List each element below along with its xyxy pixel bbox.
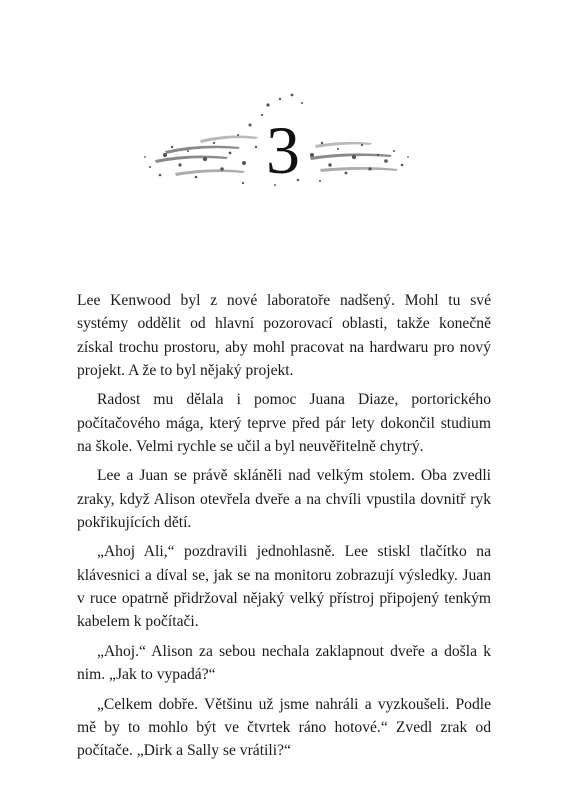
chapter-body <box>77 289 491 763</box>
paragraph: Lee a Juan se právě skláněli nad velkým stolem. Oba zvedli zraky, když Alison otevřela dveře a na chvíli vpustila dovnitř ryk pokřikujících dětí. <box>77 467 491 532</box>
chapter-heading <box>0 85 566 215</box>
paragraph: Lee Kenwood byl z nové laboratoře nadšený. Mohl tu své systémy oddělit od hlavní pozorovací oblasti, takže konečně získal trochu prostoru, aby mohl pracovat na hardwaru pro nový projekt. A že to byl nějaký projekt. <box>77 292 491 380</box>
paragraph: „Ahoj.“ Alison za sebou nechala zaklapnout dveře a došla k nim. „Jak to vypadá?“ <box>77 642 491 684</box>
chapter-number: 3 <box>266 112 300 188</box>
paragraph: Radost mu dělala i pomoc Juana Diaze, portorického počítačového mága, který teprve před pár lety dokončil studium na škole. Velmi rychle se učil a byl neuvěřitelně chytrý. <box>77 391 491 456</box>
paragraph: „Celkem dobře. Většinu už jsme nahráli a vyzkoušeli. Podle mě by to mohlo být ve čtvrtek ráno hotové.“ Zvedl zrak od počítače. „Dirk a Sally se vrátili?“ <box>77 695 491 760</box>
paragraph: „Ahoj Ali,“ pozdravili jednohlasně. Lee stiskl tlačítko na klávesnici a díval se, jak se na monitoru zobrazují výsledky. Juan v ruce opatrně přidržoval nějaký velký přístroj připojený tenkým kabelem k počítači. <box>77 543 491 631</box>
